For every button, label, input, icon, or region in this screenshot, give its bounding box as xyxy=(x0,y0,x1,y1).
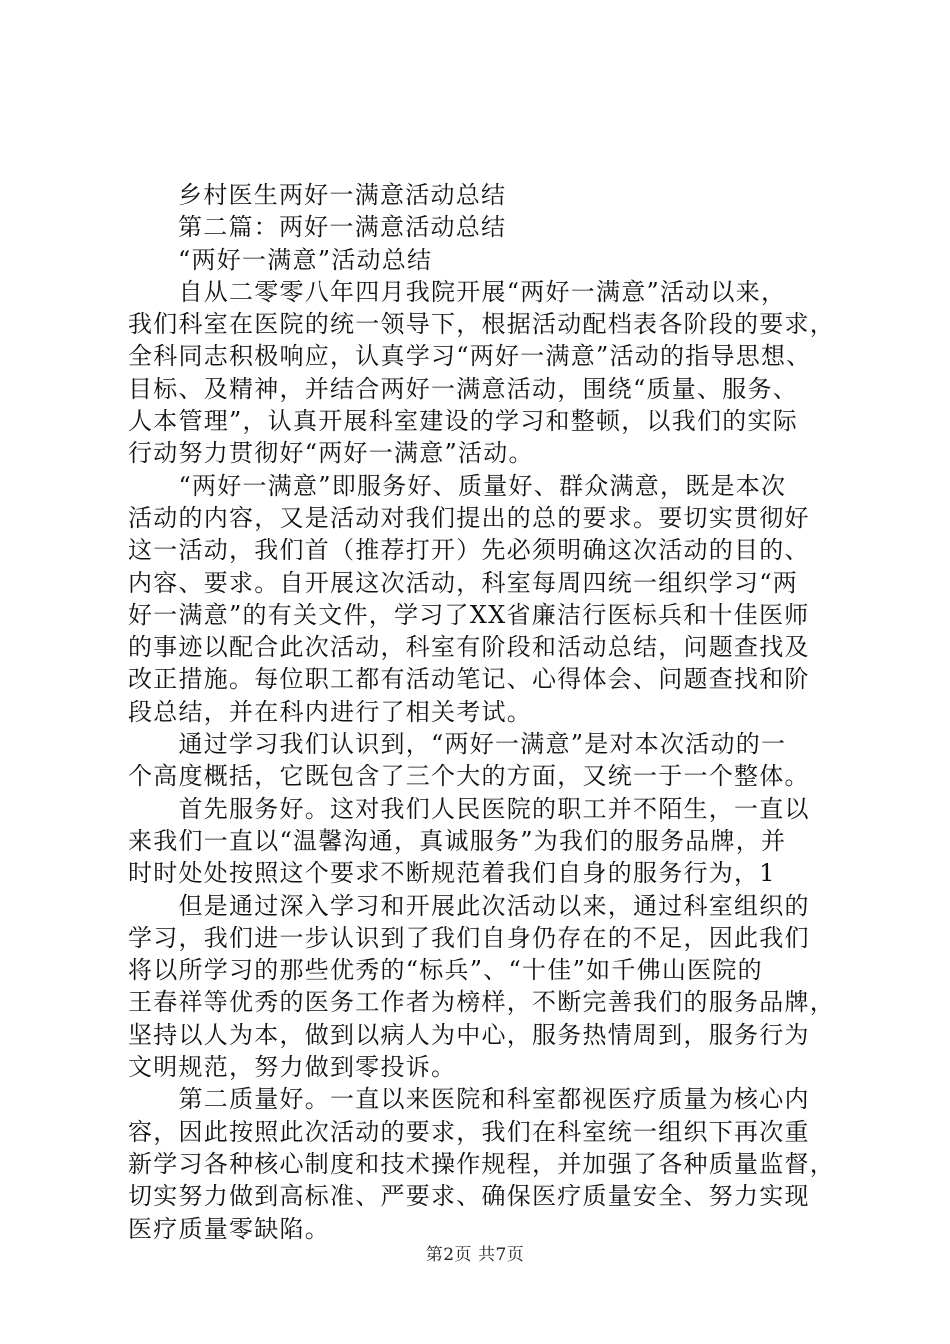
paragraph-4 xyxy=(128,793,838,890)
paragraph-line: 个高度概括，它既包含了三个大的方面，又统一于一个整体。 xyxy=(128,762,810,791)
paragraph-line: 医疗质量零缺陷。 xyxy=(128,1214,330,1243)
paragraph-line: 首先服务好。这对我们人民医院的职工并不陌生，一直以 xyxy=(128,794,810,823)
paragraph-line: “两好一满意”即服务好、质量好、群众满意，既是本次 xyxy=(128,471,787,500)
paragraph-line: 切实努力做到高标准、严要求、确保医疗质量安全、努力实现 xyxy=(128,1182,810,1211)
paragraph-line: 坚持以人为本，做到以病人为中心，服务热情周到，服务行为 xyxy=(128,1020,810,1049)
section-subheading: “两好一满意”活动总结 xyxy=(178,245,433,274)
document-body xyxy=(128,179,838,1245)
paragraph-line: 将以所学习的那些优秀的“标兵”、“十佳”如千佛山医院的 xyxy=(128,956,763,985)
paragraph-line: 的事迹以配合此次活动，科室有阶段和活动总结，问题查找及 xyxy=(128,633,810,662)
paragraph-2 xyxy=(128,470,838,728)
paragraph-line: 目标、及精神，并结合两好一满意活动，围绕“质量、服务、 xyxy=(128,374,799,403)
paragraph-line: 容，因此按照此次活动的要求，我们在科室统一组织下再次重 xyxy=(128,1117,810,1146)
paragraph-line: 学习，我们进一步认识到了我们自身仍存在的不足，因此我们 xyxy=(128,923,810,952)
page-number-footer: 第2页 共7页 xyxy=(425,1245,525,1265)
paragraph-line: 第二质量好。一直以来医院和科室都视医疗质量为核心内 xyxy=(128,1085,810,1114)
paragraph-line: 好一满意”的有关文件，学习了XX省廉洁行医标兵和十佳医师 xyxy=(128,600,810,629)
paragraph-line: 人本管理”，认真开展科室建设的学习和整顿，以我们的实际 xyxy=(128,407,799,436)
paragraph-line: 自从二零零八年四月我院开展“两好一满意”活动以来， xyxy=(128,277,787,306)
paragraph-line: 但是通过深入学习和开展此次活动以来，通过科室组织的 xyxy=(128,891,810,920)
paragraph-6 xyxy=(128,1083,838,1244)
paragraph-line: 活动的内容，又是活动对我们提出的总的要求。要切实贯彻好 xyxy=(128,503,810,532)
paragraph-line: 这一活动，我们首（推荐打开）先必须明确这次活动的目的、 xyxy=(128,536,810,565)
section-heading: 第二篇：两好一满意活动总结 xyxy=(178,213,507,242)
paragraph-line: 文明规范，努力做到零投诉。 xyxy=(128,1053,457,1082)
paragraph-line: 全科同志积极响应，认真学习“两好一满意”活动的指导思想、 xyxy=(128,342,812,371)
paragraph-line: 时时处处按照这个要求不断规范着我们自身的服务行为，1 xyxy=(128,859,776,888)
document-title: 乡村医生两好一满意活动总结 xyxy=(178,181,507,209)
paragraph-line: 新学习各种核心制度和技术操作规程，并加强了各种质量监督， xyxy=(128,1149,835,1178)
paragraph-line: 内容、要求。自开展这次活动，科室每周四统一组织学习“两 xyxy=(128,568,799,597)
paragraph-line: 改正措施。每位职工都有活动笔记、心得体会、问题查找和阶 xyxy=(128,665,810,694)
paragraph-line: 行动努力贯彻好“两好一满意”活动。 xyxy=(128,439,534,468)
paragraph-line: 来我们一直以“温馨沟通，真诚服务”为我们的服务品牌，并 xyxy=(128,826,787,855)
paragraph-line: 通过学习我们认识到，“两好一满意”是对本次活动的一 xyxy=(128,730,787,759)
paragraph-3 xyxy=(128,728,838,793)
paragraph-line: 段总结，并在科内进行了相关考试。 xyxy=(128,697,532,726)
paragraph-line: 王春祥等优秀的医务工作者为榜样，不断完善我们的服务品牌， xyxy=(128,988,835,1017)
paragraph-line: 我们科室在医院的统一领导下，根据活动配档表各阶段的要求， xyxy=(128,310,835,339)
paragraph-1 xyxy=(128,276,838,470)
paragraph-5 xyxy=(128,890,838,1084)
